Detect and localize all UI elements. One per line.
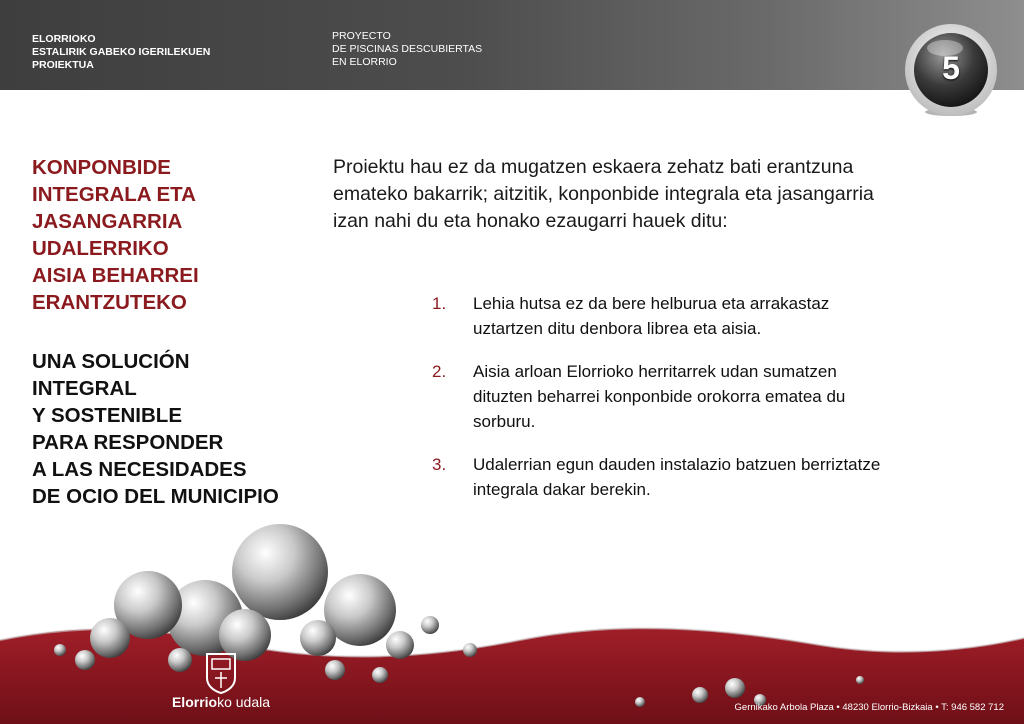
header-title-line: ELORRIOKO [32,33,96,45]
header-title-line: DE PISCINAS DESCUBIERTAS [332,43,483,55]
intro-line: izan nahi du eta honako ezaugarri hauek ditu: [333,210,728,232]
heading-line: ERANTZUTEKO [32,291,187,314]
intro-line: emateko bakarrik; aitzitik, konponbide integrala eta jasangarria [333,183,874,205]
logo-wordmark-bold: Elorrio [171,694,218,710]
page-number: 5 [942,50,960,86]
water-bubbles-decoration [0,510,1024,724]
feature-list [432,291,992,520]
header-title-spanish [332,30,482,69]
list-item-line: dituzten beharrei konponbide orokorra ematea du [473,387,846,406]
list-item-text [473,359,992,434]
heading-line: INTEGRALA ETA [32,183,196,206]
header-title-line: ESTALIRIK GABEKO IGERILEKUEN [32,46,211,58]
town-hall-logo [166,650,276,714]
coat-of-arms-icon [166,650,276,694]
list-item-text [473,291,992,341]
list-item-number: 2. [432,362,447,381]
footer-address: Gernikako Arbola Plaza • 48230 Elorrio-Bizkaia • T: 946 582 712 [734,702,1004,713]
heading-line: DE OCIO DEL MUNICIPIO [32,485,279,508]
heading-line: UNA SOLUCIÓN [32,350,190,373]
spanish-heading [32,348,279,510]
heading-line: PARA RESPONDER [32,431,224,454]
logo-wordmark-rest: ko udala [217,694,271,710]
list-item-number: 3. [432,455,447,474]
list-item [432,291,992,341]
heading-line: UDALERRIKO [32,237,169,260]
list-item-line: Lehia hutsa ez da bere helburua eta arrakastaz [473,294,830,313]
header-title-line: PROYECTO [332,30,391,42]
intro-paragraph [333,154,993,235]
list-item-text [473,452,992,502]
logo-wordmark [166,694,276,710]
header-title-basque [32,33,210,72]
heading-line: Y SOSTENIBLE [32,404,182,427]
basque-heading [32,154,199,316]
heading-line: INTEGRAL [32,377,137,400]
list-item-line: Aisia arloan Elorrioko herritarrek udan sumatzen [473,362,837,381]
heading-line: AISIA BEHARREI [32,264,199,287]
intro-line: Proiektu hau ez da mugatzen eskaera zehatz bati erantzuna [333,156,854,178]
list-item-line: Udalerrian egun dauden instalazio batzuen berriztatze [473,455,881,474]
list-item-line: sorburu. [473,412,536,431]
list-item [432,359,992,434]
list-item-line: integrala dakar berekin. [473,480,651,499]
list-item [432,452,992,502]
heading-line: A LAS NECESIDADES [32,458,247,481]
list-item-number: 1. [432,294,447,313]
list-item-line: uztartzen ditu denbora librea eta aisia. [473,319,762,338]
heading-line: JASANGARRIA [32,210,183,233]
header-title-line: EN ELORRIO [332,56,397,68]
page-number-badge [903,22,999,118]
header-title-line: PROIEKTUA [32,59,94,71]
header-bar [0,0,1024,90]
heading-line: KONPONBIDE [32,156,171,179]
